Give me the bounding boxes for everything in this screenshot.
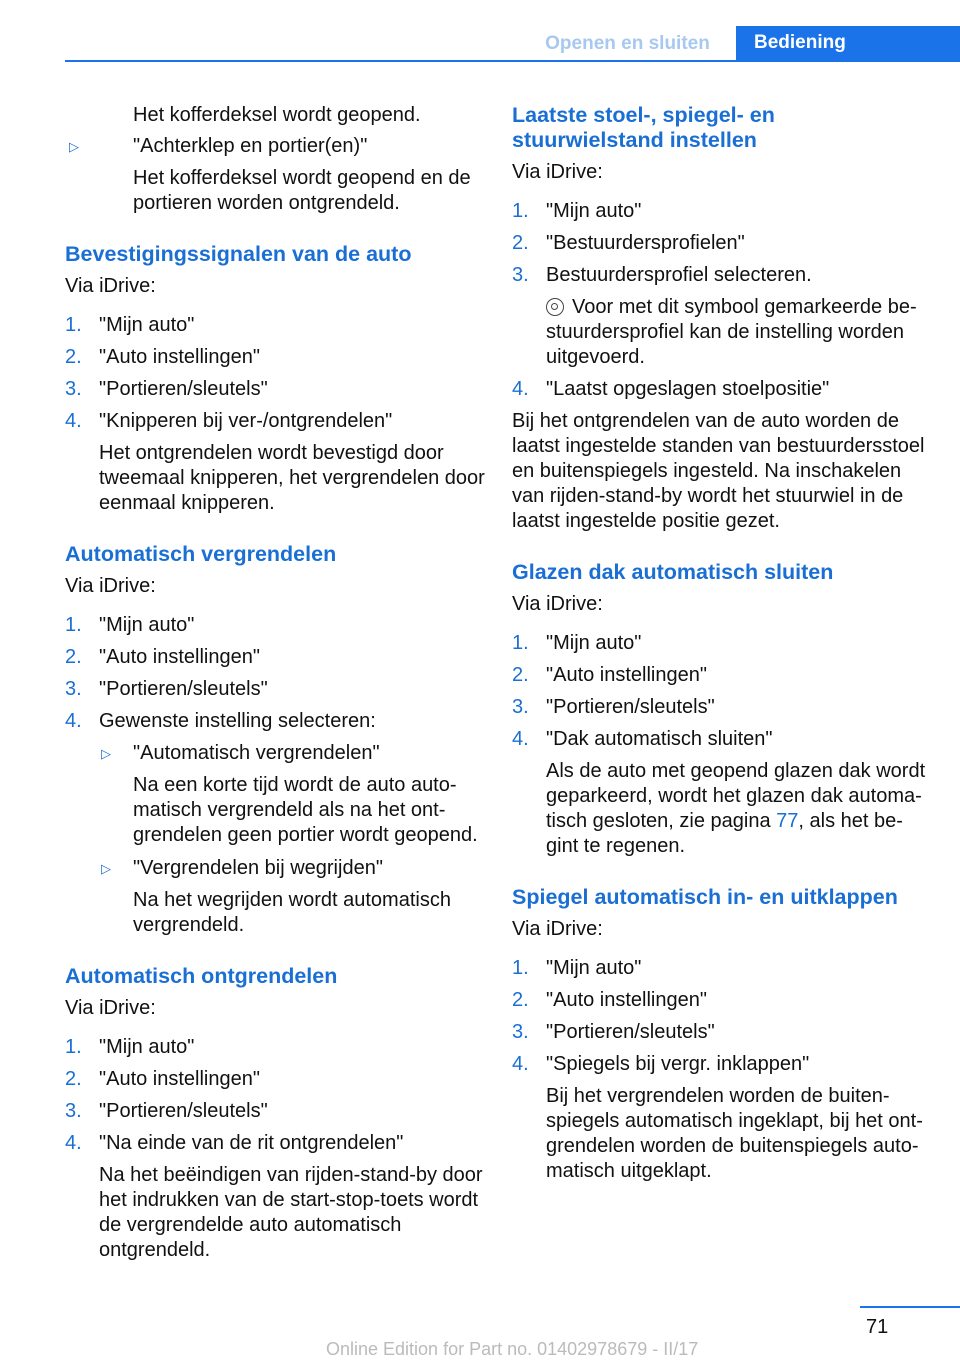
- section-paragraph: Bij het ontgrendelen van de auto worden de laatst ingestelde standen van bestuurdersstoel en buitenspiegels ingesteld. Na inschakelen van rijden-stand-by wordt het stuurwiel in de laatst ingestelde positie gezet.: [512, 410, 925, 532]
- list-item: [512, 988, 932, 1013]
- list-item: [512, 631, 932, 656]
- list-item: [65, 709, 485, 734]
- step-number: 3.: [65, 1100, 82, 1122]
- step-text: "Mijn auto": [546, 200, 642, 222]
- via-idrive: Via iDrive:: [512, 161, 603, 183]
- step-text: "Portieren/sleutels": [546, 696, 715, 718]
- step-number: 2.: [512, 664, 529, 686]
- intro-continuation: Het kofferdeksel wordt geopend.: [133, 104, 421, 126]
- option-label: "Achterklep en portier(en)": [133, 135, 368, 157]
- step-text: "Auto instellingen": [99, 646, 260, 668]
- step-text: Gewenste instelling selecteren:: [99, 710, 376, 732]
- list-item: [512, 231, 932, 256]
- step-number: 3.: [65, 678, 82, 700]
- triangle-bullet-icon: ▷: [69, 139, 79, 154]
- header-rule: [65, 60, 960, 62]
- right-column: [512, 103, 932, 1191]
- step-text: "Auto instellingen": [99, 346, 260, 368]
- list-item: [512, 377, 932, 402]
- triangle-bullet-icon: ▷: [101, 746, 111, 761]
- section-automatic-locking: [65, 542, 485, 938]
- gear-note-text: Voor met dit symbool gemarkeerde be-stuurdersprofiel kan de instelling worden uitgevoerd.: [546, 296, 917, 368]
- list-item: [512, 263, 932, 370]
- step-description: Het ontgrendelen wordt bevestigd door tweemaal knipperen, het vergrendelen door eenmaal knipperen.: [99, 442, 485, 514]
- section-glass-roof-close: [512, 560, 932, 859]
- option-label: "Vergrendelen bij wegrijden": [133, 857, 383, 879]
- via-idrive: Via iDrive:: [512, 593, 603, 615]
- list-item: [65, 645, 485, 670]
- section-heading: Automatisch ontgrendelen: [65, 964, 338, 988]
- header-section-title: Openen en sluiten: [545, 33, 710, 54]
- step-text: "Portieren/sleutels": [99, 1100, 268, 1122]
- step-description-text: Als de auto met geopend glazen dak wordt geparkeerd, wordt het glazen dak automa-tisch gesloten, zie pagina: [546, 760, 926, 832]
- via-idrive: Via iDrive:: [512, 918, 603, 940]
- step-number: 1.: [65, 614, 82, 636]
- step-text: "Portieren/sleutels": [546, 1021, 715, 1043]
- step-number: 2.: [512, 989, 529, 1011]
- step-text: Bestuurdersprofiel selecteren.: [546, 264, 812, 286]
- via-idrive: Via iDrive:: [65, 275, 156, 297]
- list-item: [512, 1020, 932, 1045]
- option-description: Na het wegrijden wordt automatisch vergrendeld.: [133, 889, 451, 936]
- section-heading: Laatste stoel-, spiegel- en stuurwielstand instellen: [512, 103, 775, 152]
- step-text: "Auto instellingen": [546, 989, 707, 1011]
- step-description: [546, 295, 932, 370]
- step-text: "Mijn auto": [546, 632, 642, 654]
- step-number: 2.: [65, 346, 82, 368]
- triangle-bullet-icon: ▷: [101, 861, 111, 876]
- step-text: "Knipperen bij ver-/ontgrendelen": [99, 410, 393, 432]
- step-text: "Mijn auto": [546, 957, 642, 979]
- header-chapter-tab: Bediening: [736, 26, 960, 62]
- step-number: 1.: [512, 957, 529, 979]
- page-link[interactable]: 77: [776, 810, 799, 832]
- list-item: [512, 695, 932, 720]
- step-text: "Portieren/sleutels": [99, 678, 268, 700]
- list-item: [512, 1052, 932, 1184]
- section-mirror-fold: [512, 885, 932, 1184]
- step-number: 3.: [512, 696, 529, 718]
- list-item: [65, 409, 485, 516]
- step-number: 4.: [65, 410, 82, 432]
- step-number: 1.: [512, 200, 529, 222]
- step-text: "Mijn auto": [99, 1036, 195, 1058]
- step-text: "Laatst opgeslagen stoelpositie": [546, 378, 830, 400]
- step-text: "Auto instellingen": [99, 1068, 260, 1090]
- step-description: [546, 759, 932, 859]
- step-number: 3.: [512, 1021, 529, 1043]
- list-item: [65, 313, 485, 338]
- list-item: [65, 677, 485, 702]
- via-idrive: Via iDrive:: [65, 575, 156, 597]
- option-label: "Automatisch vergrendelen": [133, 742, 380, 764]
- gear-icon: [546, 298, 564, 316]
- section-heading: Spiegel automatisch in- en uitklappen: [512, 885, 898, 909]
- step-description: Bij het vergrendelen worden de buiten-spiegels automatisch ingeklapt, bij het ont-grendelen worden de buitenspiegels auto-matisch uitgeklapt.: [546, 1085, 923, 1182]
- step-number: 1.: [512, 632, 529, 654]
- list-item: [512, 956, 932, 981]
- step-text: "Mijn auto": [99, 614, 195, 636]
- list-item: [512, 663, 932, 688]
- step-number: 4.: [65, 1132, 82, 1154]
- list-item: [65, 1067, 485, 1092]
- step-number: 3.: [512, 264, 529, 286]
- edition-footer: Online Edition for Part no. 01402978679 - II/17: [326, 1339, 699, 1359]
- list-item: [65, 345, 485, 370]
- step-text: "Portieren/sleutels": [99, 378, 268, 400]
- step-description: Na het beëindigen van rijden-stand-by door het indrukken van de start-stop-toets wordt de vergrendelde auto automatisch ontgrendeld.: [99, 1164, 483, 1261]
- footer-rule: [860, 1306, 960, 1308]
- list-item: [512, 199, 932, 224]
- step-text: "Auto instellingen": [546, 664, 707, 686]
- step-number: 4.: [512, 728, 529, 750]
- step-text: "Dak automatisch sluiten": [546, 728, 773, 750]
- step-number: 2.: [512, 232, 529, 254]
- section-heading: Glazen dak automatisch sluiten: [512, 560, 834, 584]
- page-number: 71: [866, 1316, 889, 1338]
- section-confirmation-signals: [65, 242, 485, 516]
- section-heading: Automatisch vergrendelen: [65, 542, 337, 566]
- step-text: "Spiegels bij vergr. inklappen": [546, 1053, 810, 1075]
- section-last-seat-position: [512, 103, 932, 534]
- step-number: 1.: [65, 1036, 82, 1058]
- list-item: [512, 727, 932, 859]
- step-text: "Bestuurdersprofielen": [546, 232, 745, 254]
- step-number: 3.: [65, 378, 82, 400]
- section-heading: Bevestigingssignalen van de auto: [65, 242, 412, 266]
- list-item: [65, 1099, 485, 1124]
- option-item: [65, 856, 485, 938]
- step-description-text: , als het be-gint te regenen.: [546, 810, 903, 857]
- option-item: [65, 741, 485, 848]
- left-column: [65, 103, 485, 1270]
- option-description: Het kofferdeksel wordt geopend en de portieren worden ontgrendeld.: [133, 167, 471, 214]
- via-idrive: Via iDrive:: [65, 997, 156, 1019]
- step-number: 4.: [512, 378, 529, 400]
- step-number: 4.: [65, 710, 82, 732]
- list-item: [65, 613, 485, 638]
- step-number: 4.: [512, 1053, 529, 1075]
- option-description: Na een korte tijd wordt de auto auto-matisch vergrendeld als na het ont-grendelen geen portier wordt geopend.: [133, 774, 478, 846]
- step-number: 2.: [65, 646, 82, 668]
- list-item: [65, 1131, 485, 1263]
- step-text: "Mijn auto": [99, 314, 195, 336]
- step-number: 1.: [65, 314, 82, 336]
- list-item: [65, 1035, 485, 1060]
- list-item: [65, 377, 485, 402]
- section-automatic-unlocking: [65, 964, 485, 1263]
- step-text: "Na einde van de rit ontgrendelen": [99, 1132, 404, 1154]
- option-item: [65, 134, 485, 216]
- step-number: 2.: [65, 1068, 82, 1090]
